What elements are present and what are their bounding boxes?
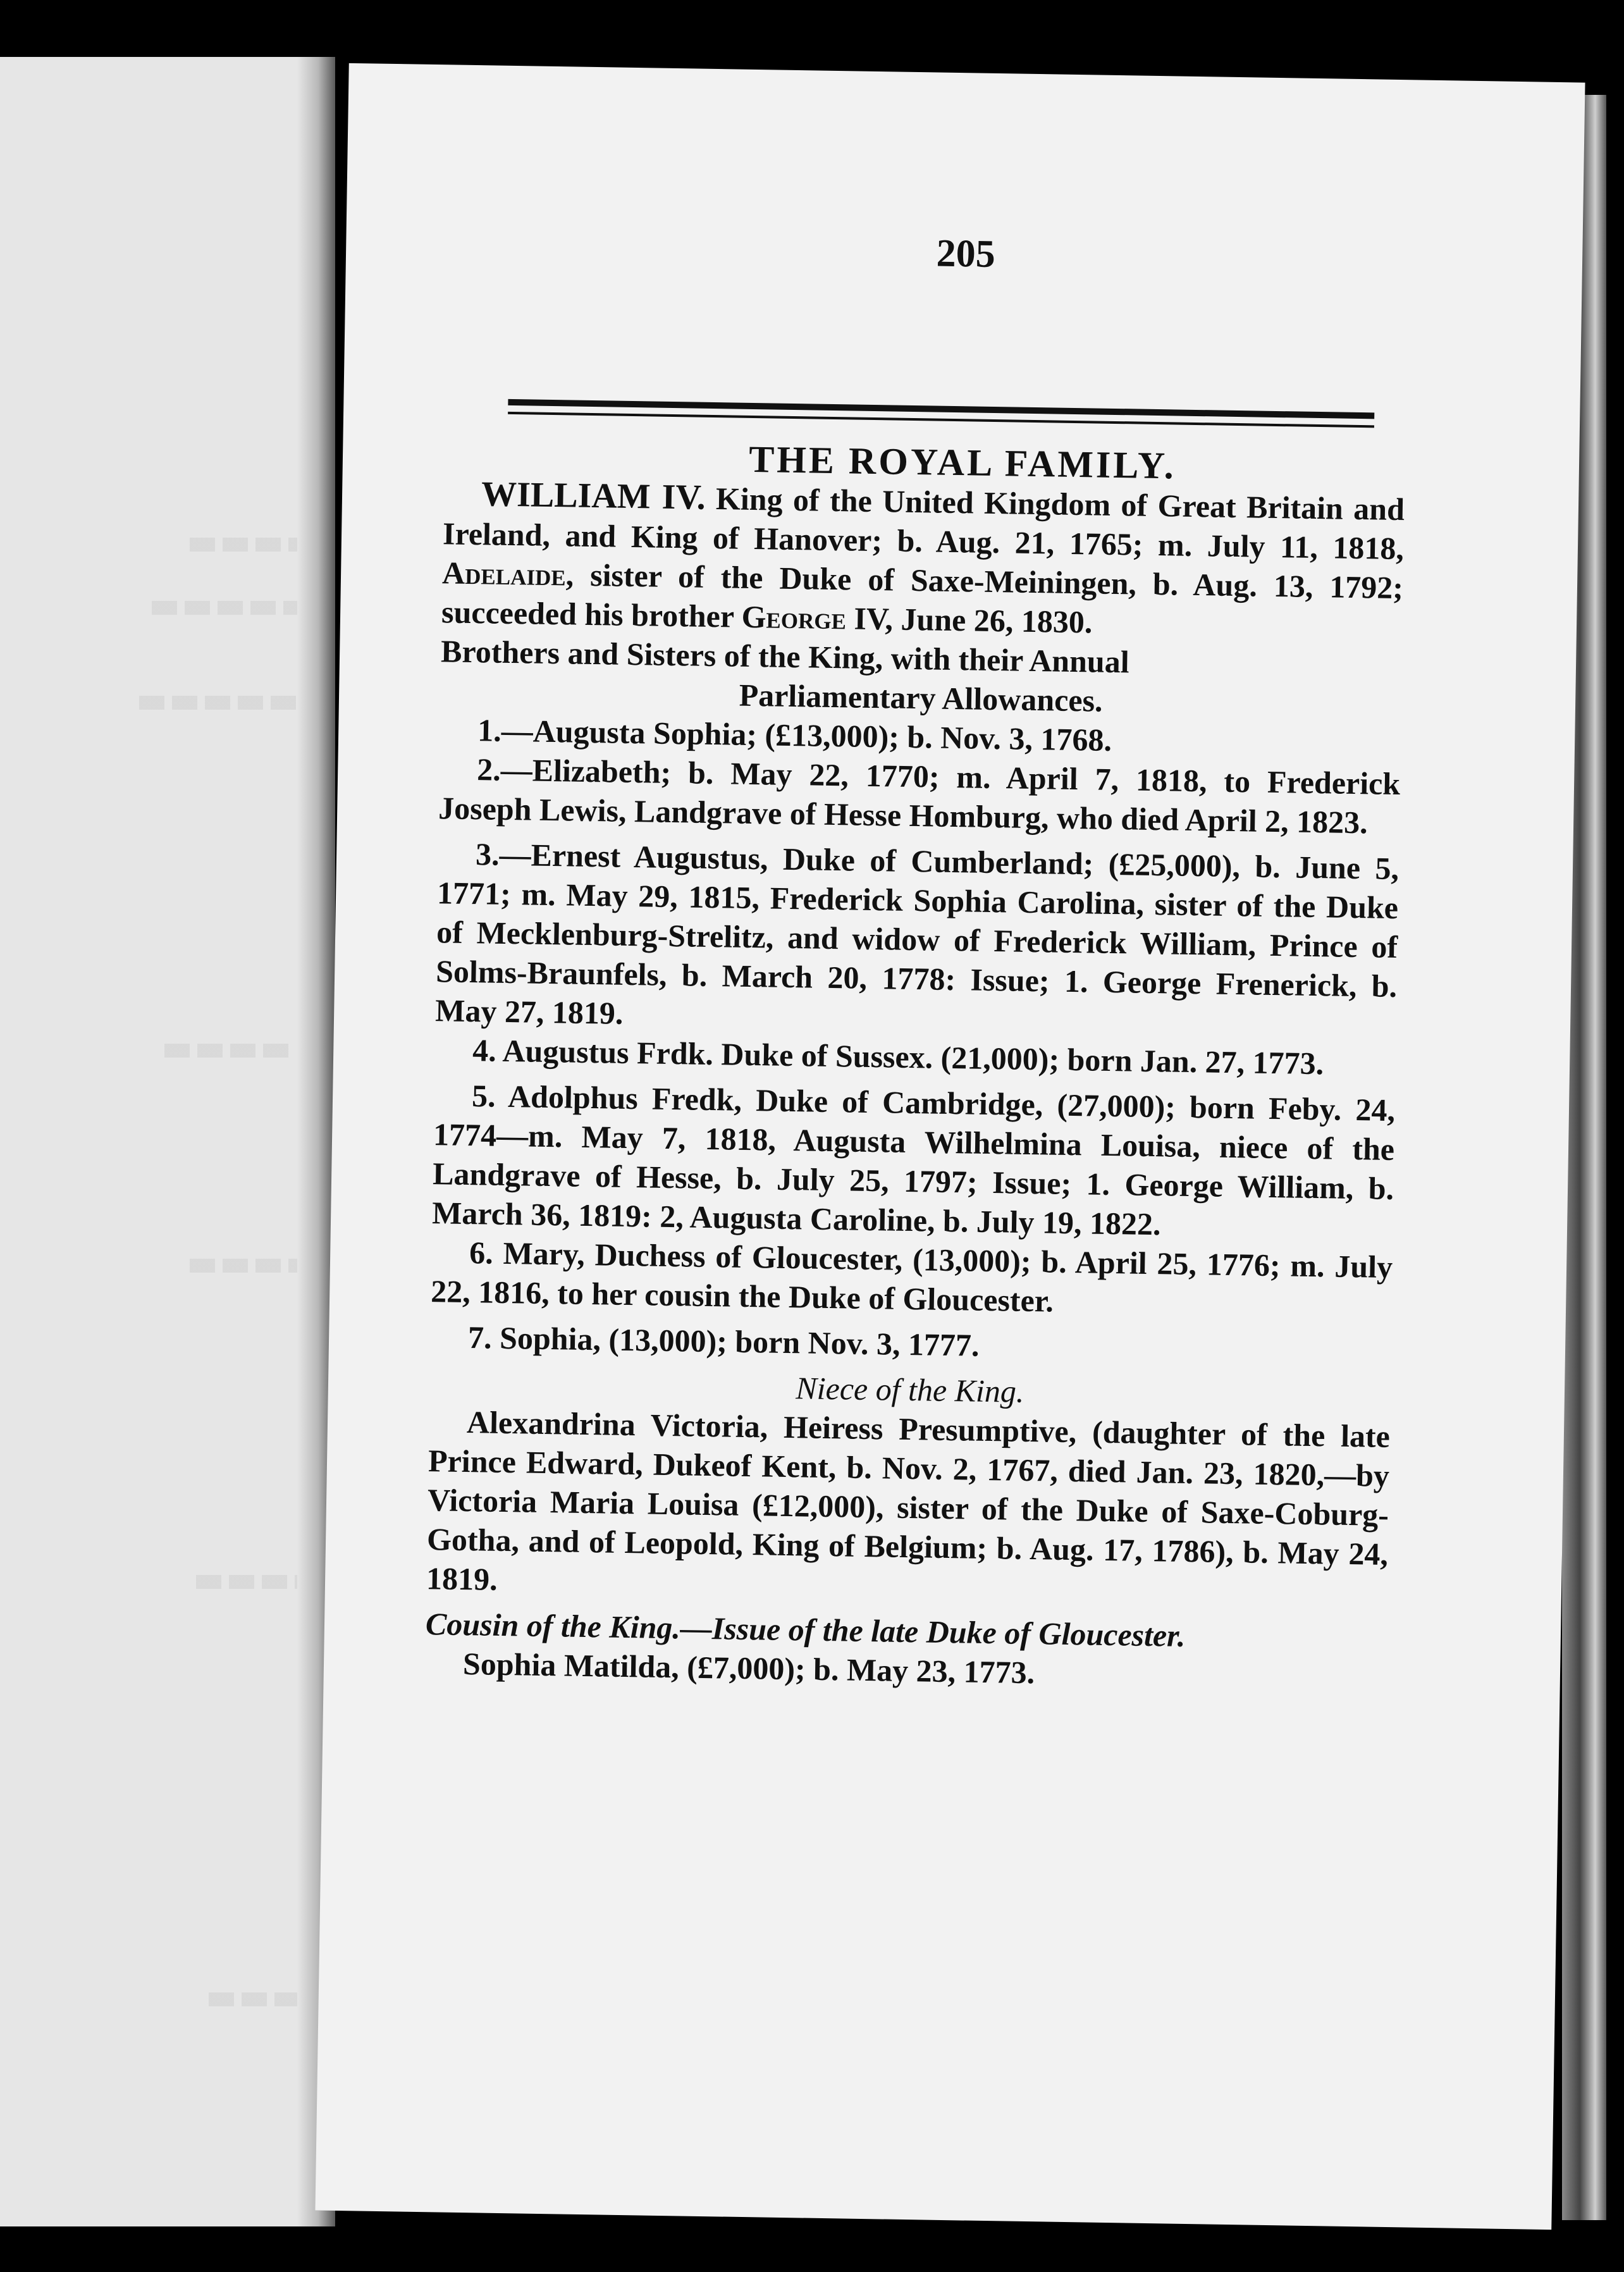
queen-name: Adelaide (441, 555, 567, 593)
king-text: b. Aug. 21, 1765; m. July 11, 1818, (897, 522, 1405, 567)
bleed-through-line (139, 696, 304, 710)
king-text: of the Duke of Saxe-Meiningen, b. Aug. 13, 1792; (677, 559, 1404, 606)
king-text: Great Britain and Ireland, and King of Hanover; (442, 488, 1405, 559)
king-text: King of the United Kingdom of (705, 480, 1148, 523)
king-name: WILLIAM IV. (481, 474, 706, 517)
king-text: succeeded his brother (441, 594, 742, 634)
bleed-through-line (152, 601, 304, 615)
sibling-entry: 5. Adolphus Fredk, Duke of Cambridge, (27,000); born Feby. 24, 1774—m. May 7, 1818, Augusta Wilhelmina Louisa, niece of the Landgrave of Hesse, b. July 25, 1797; Issue; 1. George William, b. March 36, 1819: 2, Augusta Caroline, b. July 19, 1822. (431, 1078, 1396, 1242)
siblings-subheading: Parliamentary Allowances. (739, 677, 1103, 719)
bleed-through-line (190, 538, 304, 552)
facing-page (0, 57, 310, 2226)
bleed-through-line (190, 1259, 297, 1273)
bleed-through-line (164, 1044, 291, 1058)
sibling-entry: 6. Mary, Duchess of Gloucester, (13,000); b. April 25, 1776; m. July 22, 1816, to her cousin the Duke of Gloucester. (430, 1235, 1393, 1319)
sibling-entry: 2.—Elizabeth; b. May 22, 1770; m. April 7, 1818, to Frederick Joseph Lewis, Landgrave of Hesse Homburg, who died April 2, 1823. (438, 751, 1401, 841)
sibling-entry: 4. Augustus Frdk. Duke of Sussex. (21,000); born Jan. 27, 1773. (472, 1032, 1324, 1082)
predecessor-name: George (741, 598, 847, 636)
niece-heading: Niece of the King. (796, 1370, 1024, 1409)
cousin-heading: Cousin of the King.—Issue of the late Duke of Gloucester. (425, 1606, 1186, 1653)
king-entry (441, 474, 1405, 646)
king-text: IV, June 26, 1830. (846, 600, 1093, 640)
sibling-entry: 1.—Augusta Sophia; (£13,000); b. Nov. 3, 1768. (477, 712, 1112, 758)
niece-entry: Alexandrina Victoria, Heiress Presumptive, (daughter of the late Prince Edward, Dukeof Kent, b. Nov. 2, 1767, died Jan. 23, 1820,—by Victoria Maria Louisa (£12,000), sister of the Duke of Saxe-Coburg-Gotha, and of Leopold, King of Belgium; b. Aug. 17, 1786), b. May 24, 1819. (426, 1404, 1391, 1597)
page-content (425, 226, 1409, 1698)
page-number: 205 (936, 232, 996, 276)
book-page (315, 63, 1585, 2230)
section-title: THE ROYAL FAMILY. (748, 438, 1177, 487)
sibling-entry: 7. Sophia, (13,000); born Nov. 3, 1777. (467, 1319, 980, 1363)
cousin-entry: Sophia Matilda, (£7,000); b. May 23, 1773. (462, 1646, 1035, 1691)
sibling-entry: 3.—Ernest Augustus, Duke of Cumberland; (£25,000), b. June 5, 1771; m. May 29, 1815, Frederick Sophia Carolina, sister of the Duke of Mecklenburg-Strelitz, and widow of Frederick William, Prince of Solms-Braunfels, b. March 20, 1778: Issue; 1. George Frenerick, b. May 27, 1819. (434, 836, 1399, 1031)
siblings-heading-line: Brothers and Sisters of the King, with their Annual (440, 633, 1130, 680)
bleed-through-line (209, 1992, 297, 2006)
king-text: , sister (565, 557, 662, 594)
bleed-through-line (196, 1575, 297, 1589)
